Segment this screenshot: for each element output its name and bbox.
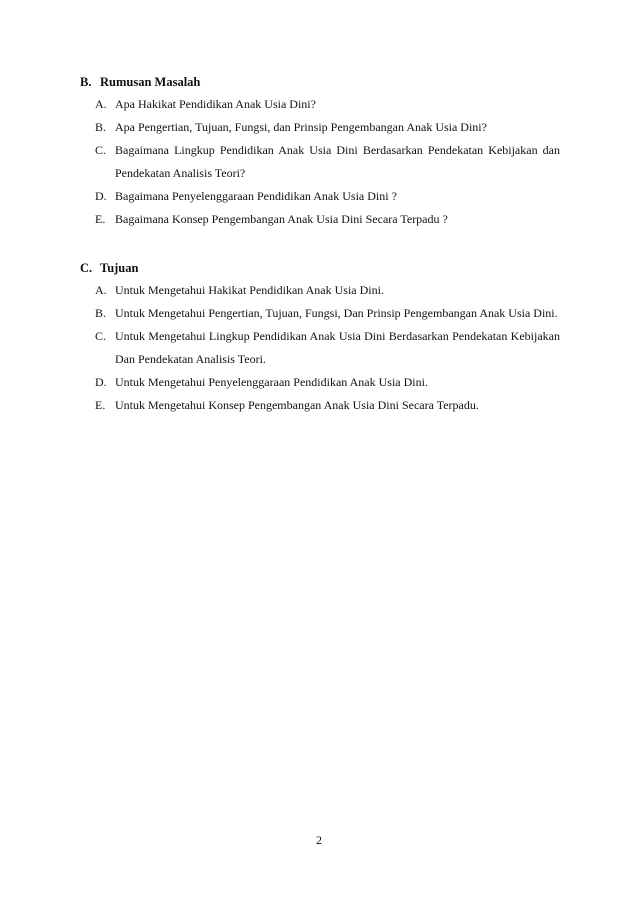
list-item xyxy=(95,116,560,139)
item-letter: C. xyxy=(95,143,107,157)
item-text: Untuk Mengetahui Pengertian, Tujuan, Fungsi, Dan Prinsip Pengembangan Anak Usia Dini. xyxy=(115,306,558,320)
item-letter: A. xyxy=(95,97,107,111)
item-letter: B. xyxy=(95,120,107,134)
section-letter: C. xyxy=(80,261,93,275)
section-title: Tujuan xyxy=(100,261,139,275)
item-text: Untuk Mengetahui Lingkup Pendidikan Anak Usia Dini Berdasarkan Pendekatan Kebijakan Dan Pendekatan Analisis Teori. xyxy=(115,329,560,366)
item-text: Untuk Mengetahui Hakikat Pendidikan Anak Usia Dini. xyxy=(115,283,384,297)
section-heading xyxy=(80,260,560,276)
page-number: 2 xyxy=(316,833,322,847)
list-item xyxy=(95,371,560,394)
section-heading xyxy=(80,74,560,90)
tujuan-list xyxy=(80,279,560,417)
item-text: Apa Hakikat Pendidikan Anak Usia Dini? xyxy=(115,97,316,111)
item-text: Untuk Mengetahui Konsep Pengembangan Anak Usia Dini Secara Terpadu. xyxy=(115,398,479,412)
list-item xyxy=(95,139,560,185)
section-rumusan-masalah xyxy=(80,74,560,231)
item-text: Bagaimana Penyelenggaraan Pendidikan Anak Usia Dini ? xyxy=(115,189,397,203)
list-item xyxy=(95,208,560,231)
section-tujuan xyxy=(80,260,560,417)
item-letter: E. xyxy=(95,212,106,226)
item-letter: C. xyxy=(95,329,107,343)
item-letter: E. xyxy=(95,398,106,412)
item-text: Untuk Mengetahui Penyelenggaraan Pendidikan Anak Usia Dini. xyxy=(115,375,428,389)
item-text: Bagaimana Konsep Pengembangan Anak Usia Dini Secara Terpadu ? xyxy=(115,212,448,226)
list-item xyxy=(95,325,560,371)
item-letter: A. xyxy=(95,283,107,297)
list-item xyxy=(95,279,560,302)
section-letter: B. xyxy=(80,75,92,89)
section-title: Rumusan Masalah xyxy=(100,75,201,89)
list-item xyxy=(95,185,560,208)
item-text: Apa Pengertian, Tujuan, Fungsi, dan Prinsip Pengembangan Anak Usia Dini? xyxy=(115,120,487,134)
item-letter: B. xyxy=(95,306,107,320)
list-item xyxy=(95,93,560,116)
item-letter: D. xyxy=(95,189,107,203)
item-text: Bagaimana Lingkup Pendidikan Anak Usia Dini Berdasarkan Pendekatan Kebijakan dan Pendekatan Analisis Teori? xyxy=(115,143,560,180)
list-item xyxy=(95,394,560,417)
item-letter: D. xyxy=(95,375,107,389)
list-item xyxy=(95,302,560,325)
rumusan-list xyxy=(80,93,560,231)
